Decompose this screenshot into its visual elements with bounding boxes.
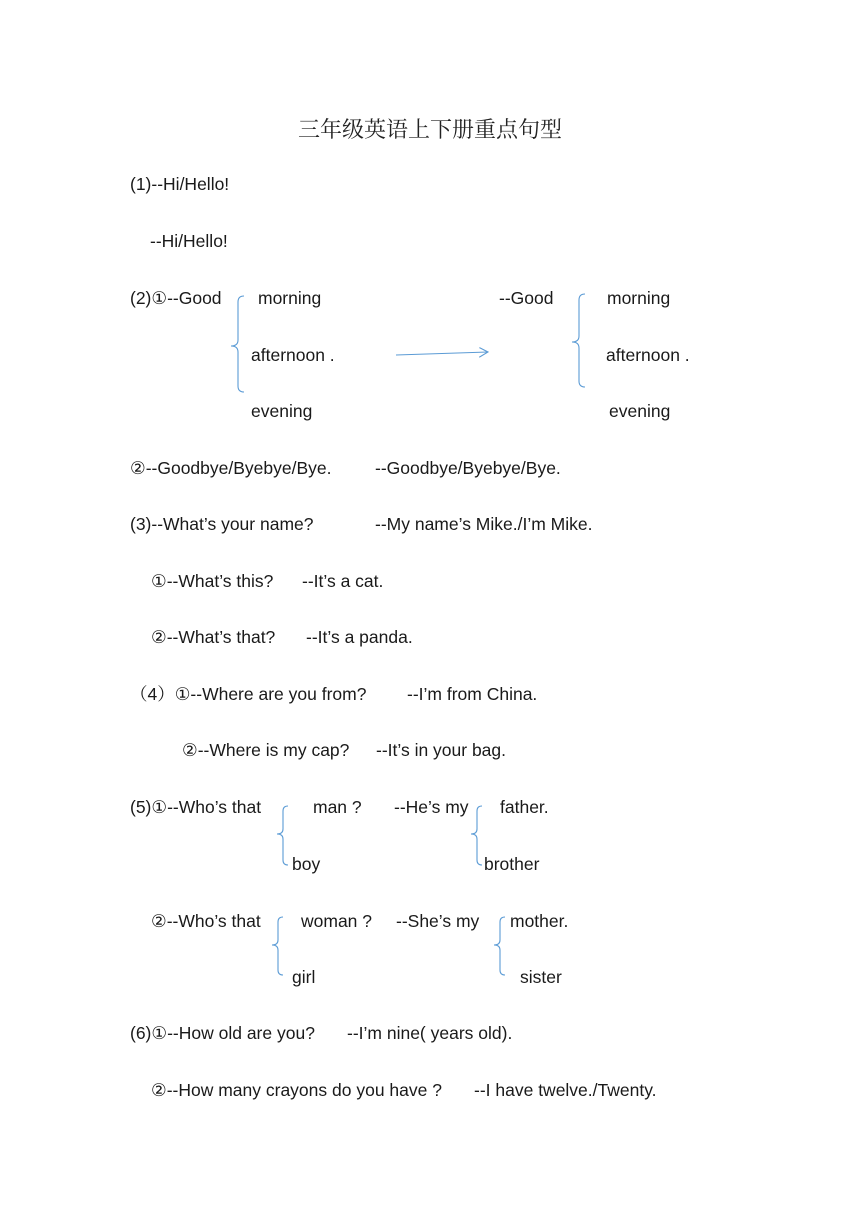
s4-question-1: （4）①--Where are you from? [130, 684, 367, 704]
s2-goodbye-question: ②--Goodbye/Byebye/Bye. [130, 458, 332, 478]
s5-question-1-option-boy: boy [292, 854, 321, 874]
page-title: 三年级英语上下册重点句型 [297, 118, 562, 143]
s3-answer-2: --It’s a panda. [306, 627, 413, 647]
s6-answer-1: --I’m nine( years old). [347, 1023, 513, 1043]
s5-answer-1-prefix: --He’s my [394, 797, 469, 817]
s5-answer-1-bracket [471, 806, 482, 865]
s5-question-1-option-man: man ? [313, 797, 362, 817]
arrow-icon [396, 352, 488, 355]
s5-answer-2-option-sister: sister [520, 967, 562, 987]
s5-answer-2-option-mother: mother. [510, 911, 569, 931]
s2-answer-option-evening: evening [609, 401, 671, 421]
s3-question-2: ②--What’s that? [151, 627, 276, 647]
s3-answer: --My name’s Mike./I’m Mike. [375, 514, 593, 534]
s1-answer: --Hi/Hello! [150, 231, 228, 251]
s5-question-2-prefix: ②--Who’s that [151, 911, 261, 931]
s2-question-prefix: (2)①--Good [130, 288, 222, 308]
s5-question-1-bracket [277, 806, 288, 865]
s2-question-option-morning: morning [258, 288, 322, 308]
s3-answer-1: --It’s a cat. [302, 571, 384, 591]
s5-question-2-bracket [272, 917, 283, 975]
s5-answer-1-option-father: father. [500, 797, 549, 817]
s6-question-2: ②--How many crayons do you have ? [151, 1080, 442, 1100]
s5-answer-2-bracket [494, 917, 505, 975]
s4-answer-2: --It’s in your bag. [376, 740, 507, 760]
s5-question-2-option-girl: girl [292, 967, 316, 987]
s6-question-1: (6)①--How old are you? [130, 1023, 315, 1043]
s1-question: (1)--Hi/Hello! [130, 174, 230, 194]
s6-answer-2: --I have twelve./Twenty. [474, 1080, 657, 1100]
s2-answer-option-afternoon: afternoon . [606, 345, 690, 365]
s2-question-option-afternoon: afternoon . [251, 345, 335, 365]
s5-question-1-prefix: (5)①--Who’s that [130, 797, 262, 817]
s2-question-bracket [231, 296, 244, 392]
s2-answer-option-morning: morning [607, 288, 671, 308]
s2-answer-prefix: --Good [499, 288, 554, 308]
s2-goodbye-answer: --Goodbye/Byebye/Bye. [375, 458, 561, 478]
s4-answer-1: --I’m from China. [407, 684, 538, 704]
s5-question-2-option-woman: woman ? [301, 911, 373, 931]
s5-answer-1-option-brother: brother [484, 854, 540, 874]
s5-answer-2-prefix: --She’s my [396, 911, 480, 931]
s2-question-option-evening: evening [251, 401, 313, 421]
s4-question-2: ②--Where is my cap? [182, 740, 350, 760]
s3-question-1: ①--What’s this? [151, 571, 274, 591]
s3-question: (3)--What’s your name? [130, 514, 314, 534]
s2-answer-bracket [572, 294, 585, 387]
